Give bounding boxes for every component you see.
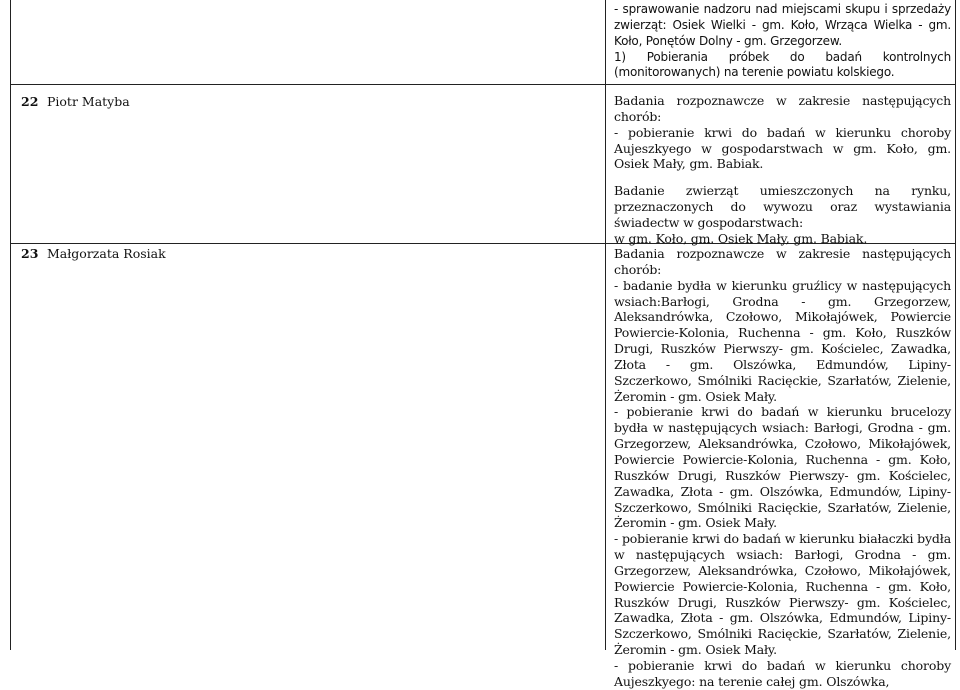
continuation-cell bbox=[614, 2, 955, 81]
employee-name: Piotr Matyba bbox=[47, 94, 130, 109]
duties-cell bbox=[614, 246, 955, 690]
duties-paragraph: w gm. Koło, gm. Osiek Mały, gm. Babiak. bbox=[614, 230, 868, 246]
table-left-border bbox=[10, 0, 11, 650]
duties-cell bbox=[614, 93, 955, 172]
row-separator-top bbox=[10, 84, 955, 85]
duties-paragraph: - pobieranie krwi do badań w kierunku białaczki bydła w następujących wsiach: Barłogi, Grodna - gm. Grzegorzew, Aleksandrówka, Czołowo, Mikołajówek, Powiercie Powiercie-Kolonia, Ruchenna - gm. Koło, Ruszków Drugi, Ruszków Pierwszy- gm. Kościelec, Zawadka, Złota - gm. Olszówka, Edmundów, Lipiny- Szczerkowo, Smólniki Racięckie, Szarłatów, Zielenie, Żeromin - gm. Osiek Mały. bbox=[614, 531, 955, 658]
continuation-paragraph: - sprawowanie nadzoru nad miejscami skupu i sprzedaży zwierząt: Osiek Wielki - gm. Koło, Wrząca Wielka - gm. Koło, Ponętów Dolny - gm. Grzegorzew. bbox=[614, 2, 955, 48]
row-number: 22 bbox=[21, 94, 39, 109]
row-number: 23 bbox=[21, 246, 39, 261]
duties-paragraph: Badanie zwierząt umieszczonych na rynku, przeznaczonych do wywozu oraz wystawiania świadectw w gospodarstwach: bbox=[614, 183, 955, 230]
duties-paragraph: - pobieranie krwi do badań w kierunku choroby Aujeszkyego w gospodarstwach w gm. Koło, gm. Osiek Mały, gm. Babiak. bbox=[614, 124, 955, 172]
duties-cell-continued bbox=[614, 183, 955, 246]
duties-paragraph: - pobieranie krwi do badań w kierunku choroby Aujeszkyego: na terenie całej gm. Olszówka, bbox=[614, 657, 955, 689]
continuation-paragraph: 1) Pobierania próbek do badań kontrolnych (monitorowanych) na terenie powiatu kolskiego. bbox=[614, 49, 955, 80]
duties-paragraph: Badania rozpoznawcze w zakresie następujących chorób: bbox=[614, 246, 955, 277]
table-name-column-border bbox=[605, 0, 606, 650]
table-right-border bbox=[955, 0, 956, 650]
duties-paragraph: Badania rozpoznawcze w zakresie następujących chorób: bbox=[614, 93, 955, 124]
duties-paragraph: - pobieranie krwi do badań w kierunku brucelozy bydła w następujących wsiach: Barłogi, Grodna - gm. Grzegorzew, Aleksandrówka, Czołowo, Mikołajówek, Powiercie Powiercie-Kolonia, Ruchenna - gm. Koło, Ruszków Drugi, Ruszków Pierwszy- gm. Kościelec, Zawadka, Złota - gm. Olszówka, Edmundów, Lipiny- Szczerkowo, Smólniki Racięckie, Szarłatów, Zielenie, Żeromin - gm. Osiek Mały. bbox=[614, 404, 955, 531]
employee-name: Małgorzata Rosiak bbox=[47, 246, 166, 261]
duties-paragraph: - badanie bydła w kierunku gruźlicy w następujących wsiach:Barłogi, Grodna - gm. Grzegorzew, Aleksandrówka, Czołowo, Mikołajówek, Powiercie Powiercie-Kolonia, Ruchenna - gm. Koło, Ruszków Drugi, Ruszków Pierwszy- gm. Kościelec, Zawadka, Złota - gm. Olszówka, Edmundów, Lipiny- Szczerkowo, Smólniki Racięckie, Szarłatów, Zielenie, Żeromin - gm. Osiek Mały. bbox=[614, 277, 955, 404]
